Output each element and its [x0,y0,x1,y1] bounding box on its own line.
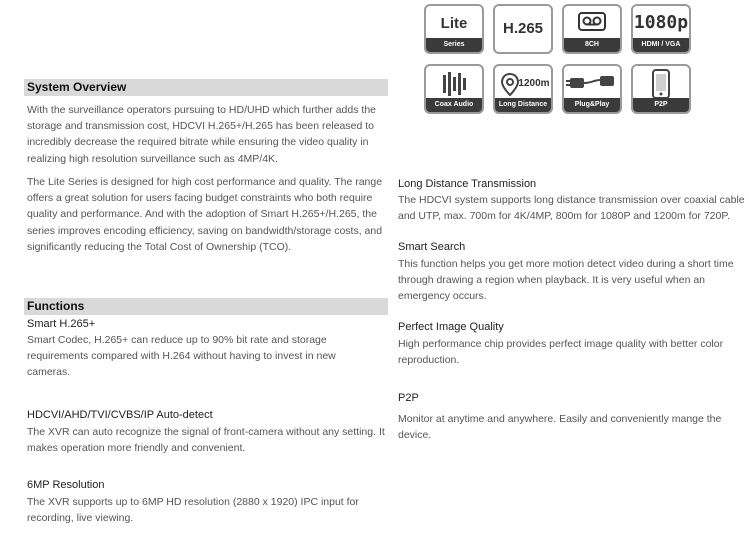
smart-search-text: This function helps you get more motion detect video during a short time through drawing a region when playback. It is very useful when an emergency occurs. [398,258,734,303]
long-distance-heading: Long Distance Transmission [398,178,537,190]
coax-audio-label: Coax Audio [426,98,482,112]
coax-audio-icon [424,64,484,114]
smart-search-heading: Smart Search [398,241,466,253]
image-quality-heading: Perfect Image Quality [398,321,504,333]
6mp-text: The XVR supports up to 6MP HD resolution (2880 x 1920) IPC input for recording, live viewing. [27,496,359,525]
p2p-icon [631,64,691,114]
long-distance-icon [493,64,553,114]
speaker-icon [426,68,482,102]
hdmi-vga-label: HDMI / VGA [633,38,689,52]
smart-h265-heading: Smart H.265+ [27,318,96,330]
auto-detect-text: The XVR can auto recognize the signal of front-camera without any setting. It makes operation more friendly and convenient. [27,426,385,455]
smart-h265-text: Smart Codec, H.265+ can reduce up to 90% bit rate and storage requirements compared with H.264 without having to invest in new cameras. [27,334,336,379]
overview-paragraph-1: With the surveillance operators pursuing to HD/UHD which further adds the storage and transmission cost, HDCVI H.265+/H.265 has been released to incredibly decrease the required bitrate while ensuring the video quality in realizing high resolution surveillance such as 4MP/4K. [27,104,376,165]
system-overview-title: System Overview [24,79,388,96]
lite-series-icon [424,4,484,54]
8ch-icon [562,4,622,54]
1080p-icon [631,4,691,54]
plug-play-label: Plug&Play [564,98,620,112]
p2p-heading: P2P [398,392,419,404]
tape-icon [564,8,620,42]
h265-icon [493,4,553,54]
1200m-text: 1200m [518,78,550,89]
image-quality-text: High performance chip provides perfect image quality with better color reproduction. [398,338,724,367]
p2p-text: Monitor at anytime and anywhere. Easily and conveniently mange the device. [398,413,722,442]
lite-text: Lite [440,15,468,32]
plug-icon [564,68,620,102]
auto-detect-heading: HDCVI/AHD/TVI/CVBS/IP Auto-detect [27,409,213,421]
1080p-text: 1080p [633,12,689,33]
series-label: Series [426,38,482,52]
functions-title: Functions [24,298,388,315]
smartphone-icon [633,68,689,102]
overview-paragraph-2: The Lite Series is designed for high cost performance and quality. The range offers a great solution for users facing budget constraints who both require quality and performance. And with the adoption of Smart H.265+/H.265, the series improves encoding efficiency, saving on bandwidth/storage costs, and significantly reducing the Total Cost of Ownership (TCO). [27,176,383,253]
plug-play-icon [562,64,622,114]
8ch-label: 8CH [564,38,620,52]
6mp-heading: 6MP Resolution [27,479,105,491]
h265-text: H.265 [502,20,544,37]
long-distance-text: The HDCVI system supports long distance transmission over coaxial cable and UTP, max. 700m for 4K/4MP, 800m for 1080P and 1200m for 720P. [398,194,745,223]
p2p-label: P2P [633,98,689,112]
long-distance-label: Long Distance [495,98,551,112]
